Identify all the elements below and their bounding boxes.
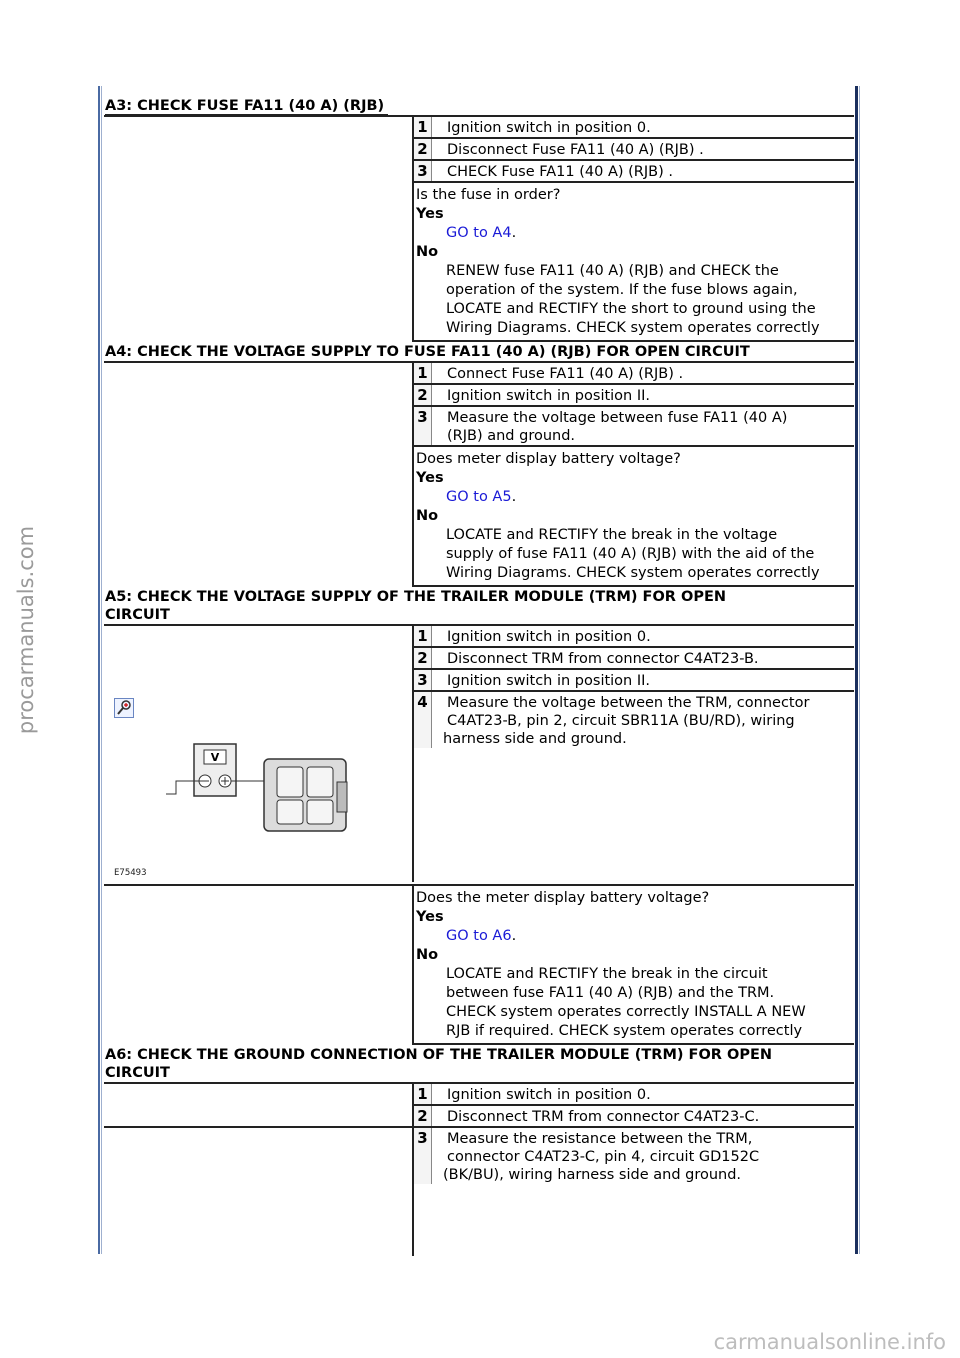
section-a4-title: A4: CHECK THE VOLTAGE SUPPLY TO FUSE FA11 (40 A) (RJB) FOR OPEN CIRCUIT <box>104 342 854 363</box>
question-block: Is the fuse in order? Yes GO to A4. No RENEW fuse FA11 (40 A) (RJB) and CHECK the operation of the system. If the fuse blows again, LOCATE and RECTIFY the short to ground using the Wiring Diagrams. CHECK system operates correctly <box>414 183 854 342</box>
bottom-watermark: carmanualsonline.info <box>713 1330 946 1354</box>
step-row: 2 Disconnect TRM from connector C4AT23-C. <box>414 1106 854 1128</box>
procedure-table <box>104 96 854 1256</box>
section-a3-title: A3: CHECK FUSE FA11 (40 A) (RJB) <box>104 96 854 117</box>
section-a6-title: A6: CHECK THE GROUND CONNECTION OF THE TRAILER MODULE (TRM) FOR OPEN CIRCUIT <box>104 1045 854 1084</box>
step-row: 1 Ignition switch in position 0. <box>414 626 854 648</box>
section-a6-step3-row <box>104 1128 854 1256</box>
step-row: 4 Measure the voltage between the TRM, connector C4AT23-B, pin 2, circuit SBR11A (BU/RD), wiring harness side and ground. <box>414 692 854 748</box>
go-to-a4-link[interactable]: GO to A4 <box>446 225 512 241</box>
question-block: Does meter display battery voltage? Yes GO to A5. No LOCATE and RECTIFY the break in the voltage supply of fuse FA11 (40 A) (RJB) with the aid of the Wiring Diagrams. CHECK system operates correctly <box>414 447 854 587</box>
section-a6-body <box>104 1084 854 1128</box>
frame-left-border <box>98 86 102 1254</box>
section-a5-body <box>104 626 854 692</box>
step-row: 1 Ignition switch in position 0. <box>414 1084 854 1106</box>
voltmeter-connector-diagram <box>104 692 412 882</box>
section-a5-question-row <box>104 886 854 1045</box>
meter-label: V <box>210 751 220 764</box>
step-row: 1 Ignition switch in position 0. <box>414 117 854 139</box>
question-block: Does the meter display battery voltage? Yes GO to A6. No LOCATE and RECTIFY the break in the circuit between fuse FA11 (40 A) (RJB) and the TRM. CHECK system operates correctly INSTALL A NEW RJB if required. CHECK system operates correctly <box>414 886 854 1045</box>
side-watermark: procarmanuals.com <box>14 525 38 735</box>
step-row: 2 Ignition switch in position II. <box>414 385 854 407</box>
frame-right-border <box>855 86 860 1254</box>
step-row: 3 Ignition switch in position II. <box>414 670 854 692</box>
section-a3-body <box>104 117 854 342</box>
step-row: 2 Disconnect Fuse FA11 (40 A) (RJB) . <box>414 139 854 161</box>
section-a4-body <box>104 363 854 587</box>
section-a5-figure-row <box>104 692 854 886</box>
go-to-a6-link[interactable]: GO to A6 <box>446 928 512 944</box>
step-row: 3 Measure the voltage between fuse FA11 (40 A) (RJB) and ground. <box>414 407 854 447</box>
section-a5-title: A5: CHECK THE VOLTAGE SUPPLY OF THE TRAILER MODULE (TRM) FOR OPEN CIRCUIT <box>104 587 854 626</box>
step-row: 1 Connect Fuse FA11 (40 A) (RJB) . <box>414 363 854 385</box>
step-row: 2 Disconnect TRM from connector C4AT23-B. <box>414 648 854 670</box>
figure-id: E75493 <box>114 868 147 878</box>
step-row: 3 Measure the resistance between the TRM, connector C4AT23-C, pin 4, circuit GD152C (BK/BU), wiring harness side and ground. <box>414 1128 854 1184</box>
go-to-a5-link[interactable]: GO to A5 <box>446 489 512 505</box>
step-row: 3 CHECK Fuse FA11 (40 A) (RJB) . <box>414 161 854 183</box>
